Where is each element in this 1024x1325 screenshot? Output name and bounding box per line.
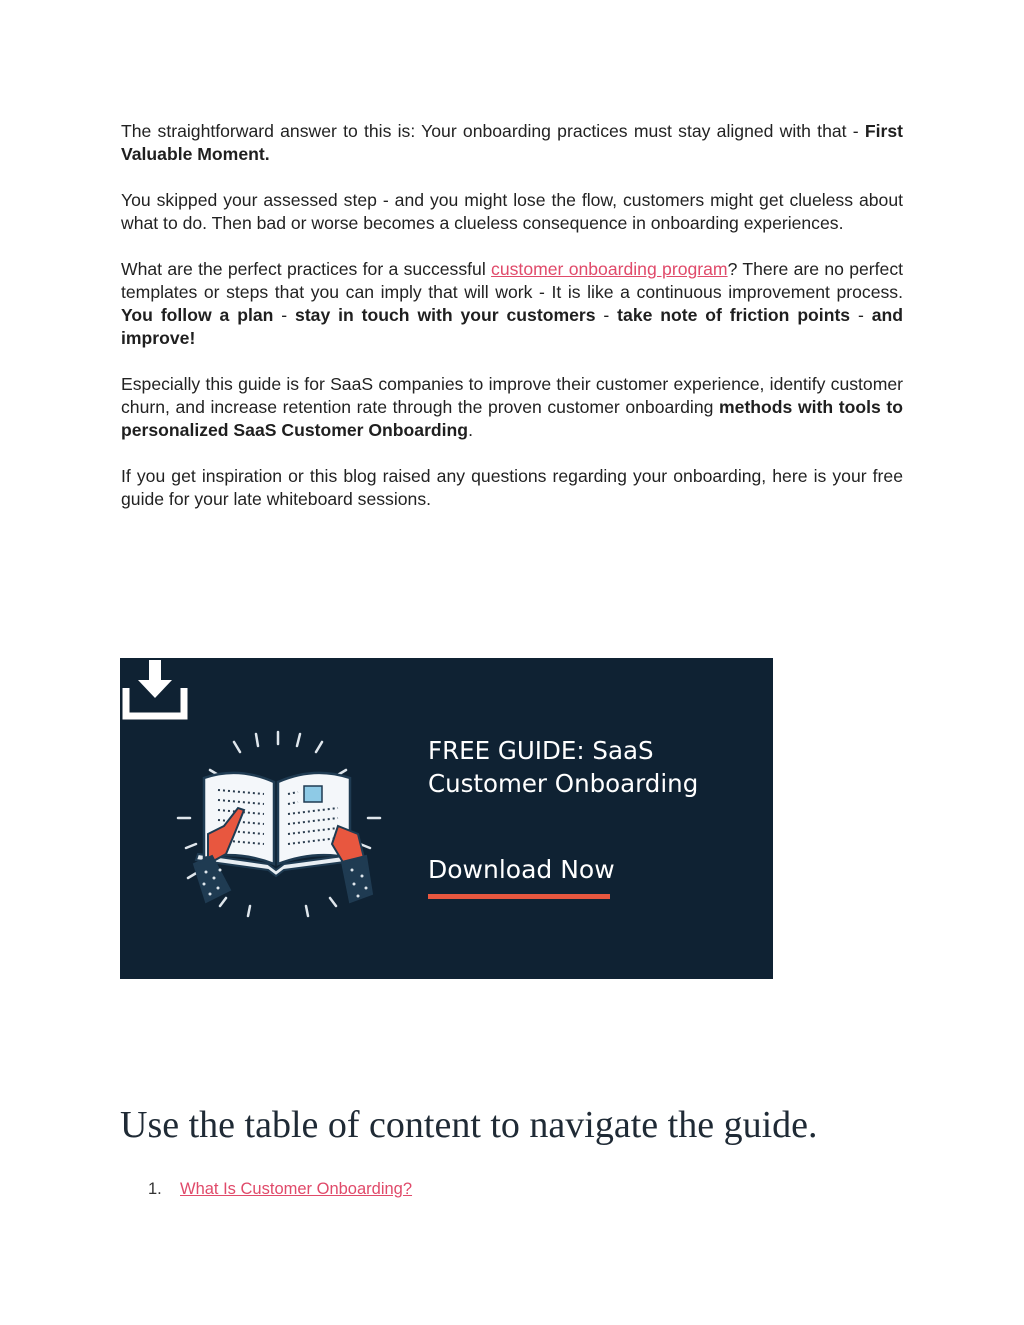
paragraph-text: What are the perfect practices for a successful <box>121 259 492 279</box>
paragraph-inspiration <box>121 465 903 511</box>
table-of-contents <box>148 1178 412 1200</box>
download-now-label: Download Now <box>428 855 615 884</box>
paragraph-skipped-step <box>121 189 903 235</box>
toc-link-what-is-customer-onboarding[interactable]: What Is Customer Onboarding? <box>180 1180 413 1198</box>
paragraph-practices <box>121 258 903 350</box>
paragraph-bold: methods with tools to personalized SaaS Customer Onboarding <box>121 397 903 440</box>
toc-heading: Use the table of content to navigate the guide. <box>120 1104 818 1146</box>
toc-item-number: 1. <box>148 1180 162 1198</box>
separator: - <box>595 305 618 325</box>
paragraph-answer <box>121 120 903 166</box>
paragraph-bold: and improve! <box>121 305 904 348</box>
download-icon[interactable] <box>120 658 190 724</box>
paragraph-text: The straightforward answer to this is: Your onboarding practices must stay aligned with that - <box>121 121 865 141</box>
separator: - <box>850 305 872 325</box>
paragraph-text: You skipped your assessed step - and you might lose the flow, customers might get clueless about what to do. Then bad or worse becomes a clueless consequence in onboarding experiences. <box>121 190 903 233</box>
article-body <box>121 120 903 534</box>
customer-onboarding-program-link[interactable]: customer onboarding program <box>491 259 728 279</box>
separator: - <box>273 305 296 325</box>
paragraph-bold: First Valuable Moment. <box>121 121 903 164</box>
paragraph-bold: You follow a plan <box>121 305 274 325</box>
paragraph-text: Especially this guide is for SaaS companies to improve their customer experience, identify customer churn, and increase retention rate through the proven customer onboarding <box>121 374 903 417</box>
paragraph-text: . <box>468 420 473 440</box>
paragraph-saas-guide <box>121 373 903 442</box>
paragraph-text: If you get inspiration or this blog raised any questions regarding your onboarding, here is your free guide for your late whiteboard sessions. <box>121 466 903 509</box>
paragraph-bold: take note of friction points <box>617 305 851 325</box>
banner-title: FREE GUIDE: SaaS Customer Onboarding <box>428 736 699 798</box>
paragraph-text: ? There are no perfect templates or steps that you can imply that will work - It is like a continuous improvement process. <box>121 259 904 302</box>
download-now-button[interactable] <box>428 855 615 899</box>
button-underline <box>428 894 610 899</box>
free-guide-banner[interactable] <box>120 658 773 979</box>
paragraph-bold: stay in touch with your customers <box>295 305 596 325</box>
toc-item <box>148 1178 412 1200</box>
